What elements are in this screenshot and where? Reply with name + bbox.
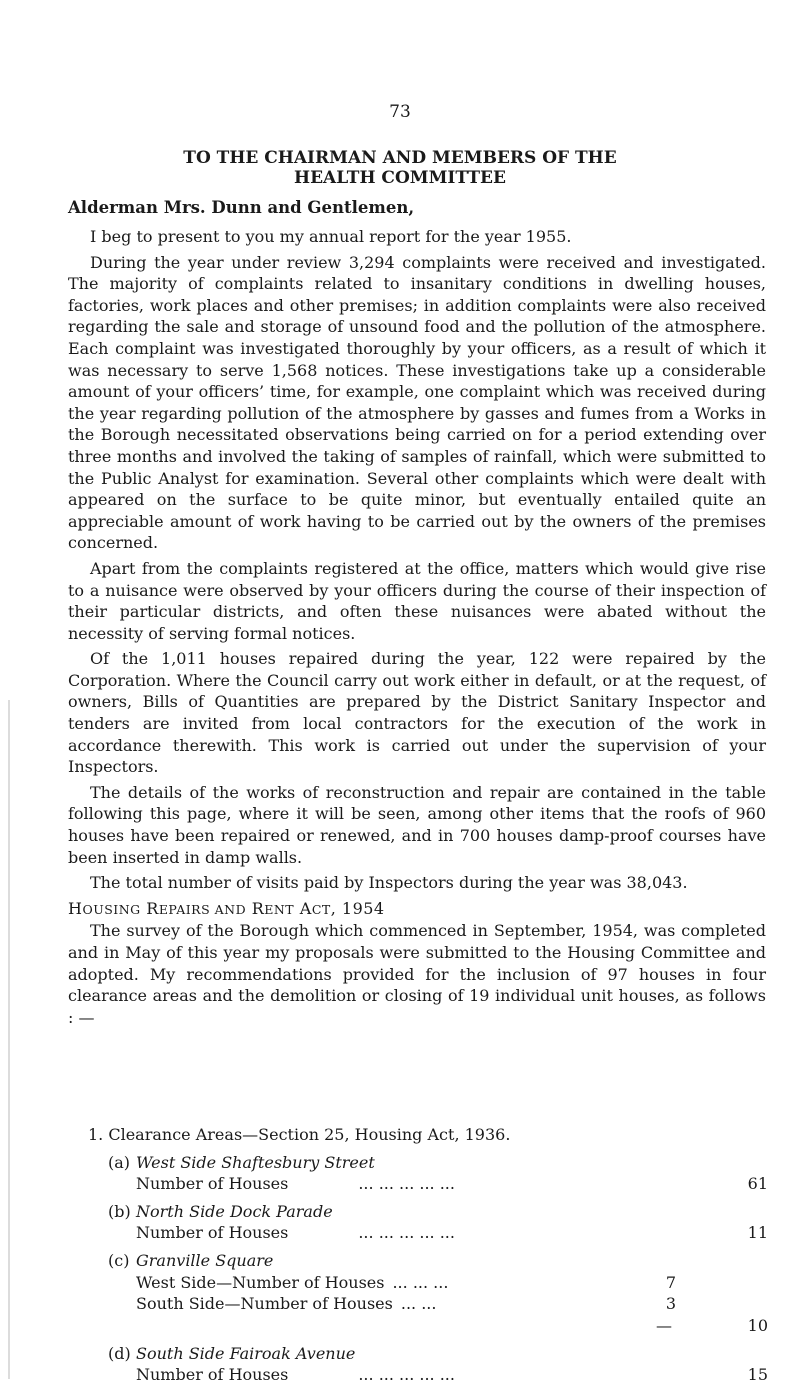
list-heading: 1. Clearance Areas—Section 25, Housing Act, 1936.: [88, 1125, 511, 1144]
item-value: 61: [747, 1174, 768, 1194]
section-heading: HOUSING REPAIRS AND RENT ACT, 1954: [68, 898, 385, 918]
list-item: [108, 1250, 768, 1337]
list-item: [108, 1201, 768, 1244]
item-row-label: West Side—Number of Houses: [136, 1272, 385, 1292]
paragraph: The survey of the Borough which commenced in September, 1954, was completed and in May of this year my proposals were submitted to the Housing Committee and adopted. My recommendations provided for the inclusion of 97 houses in four clearance areas and the demolition or closing of 19 individual unit houses, as follows : —: [68, 921, 766, 1027]
item-value: 11: [747, 1223, 768, 1243]
item-row-label: Number of Houses: [136, 1223, 289, 1243]
item-value: 3: [665, 1294, 676, 1314]
title-line-1: TO THE CHAIRMAN AND MEMBERS OF THE: [183, 148, 617, 168]
page-number: 73: [389, 102, 411, 122]
item-row-label: Number of Houses: [136, 1174, 289, 1194]
list-item: [108, 1152, 768, 1195]
list-item: [108, 1343, 768, 1386]
item-letter: (d): [108, 1343, 131, 1363]
scan-margin-line: [8, 700, 10, 1379]
paragraph: The details of the works of reconstruction and repair are contained in the table following this page, where it will be seen, among other items that the roofs of 960 houses have been repaired or renewed, and in 700 houses damp-proof courses have been inserted in damp walls.: [68, 782, 766, 867]
report-body: [68, 226, 766, 1032]
paragraph: The total number of visits paid by Inspectors during the year was 38,043.: [90, 873, 688, 893]
item-place: North Side Dock Parade: [136, 1201, 333, 1221]
item-letter: (a): [108, 1152, 131, 1172]
paragraph: During the year under review 3,294 complaints were received and investigated. The majority of complaints related to insanitary conditions in dwelling houses, factories, work places and other premises; in addition complaints were also received regarding the sale and storage of unsound food and the pollution of the atmosphere. Each complaint was investigated thoroughly by your officers, as a result of which it was necessary to serve 1,568 notices. These investigations take up a considerable amount of your officers’ time, for example, one complaint which was received during the year regarding pollution of the atmosphere by gasses and fumes from a Works in the Borough necessitated observations being carried on for a period extending over three months and involved the taking of samples of rainfall, which were submitted to the Public Analyst for examination. Several other complaints which were dealt with appeared on the surface to be quite minor, but eventually entailed quite an appreciable amount of work having to be carried out by the owners of the premises concerned.: [68, 252, 766, 553]
item-place: South Side Fairoak Avenue: [136, 1343, 356, 1363]
item-letter: (c): [108, 1250, 130, 1270]
leader-dots: ... ... ...: [392, 1272, 449, 1292]
leader-dots: ... ...: [400, 1294, 437, 1314]
item-place: Granville Square: [136, 1250, 274, 1270]
item-letter: (b): [108, 1201, 131, 1221]
item-place: West Side Shaftesbury Street: [136, 1152, 375, 1172]
paragraph: I beg to present to you my annual report for the year 1955.: [90, 227, 572, 246]
title-line-2: HEALTH COMMITTEE: [294, 168, 506, 188]
leader-dots: ... ... ... ... ...: [358, 1223, 455, 1243]
item-row-label: South Side—Number of Houses: [136, 1294, 393, 1314]
item-value: 7: [665, 1272, 676, 1292]
salutation: Alderman Mrs. Dunn and Gentlemen,: [68, 198, 415, 217]
item-value: 15: [747, 1365, 768, 1385]
leader-dots: ... ... ... ... ...: [358, 1174, 455, 1194]
clearance-areas-list: [68, 1124, 768, 1392]
sum-dash: —: [656, 1315, 672, 1335]
item-total: 10: [747, 1315, 768, 1335]
paragraph: Apart from the complaints registered at the office, matters which would give rise to a nuisance were observed by your officers during the course of their inspection of their particular districts, and often these nuisances were abated without the necessity of serving formal notices.: [68, 558, 766, 643]
leader-dots: ... ... ... ... ...: [358, 1365, 455, 1385]
paragraph: Of the 1,011 houses repaired during the year, 122 were repaired by the Corporation. Where the Council carry out work either in default, or at the request, of owners, Bills of Quantities are prepared by the District Sanitary Inspector and tenders are invited from local contractors for the execution of the work in accordance therewith. This work is carried out under the supervision of your Inspectors.: [68, 649, 766, 777]
item-row-label: Number of Houses: [136, 1365, 289, 1385]
page-title: [60, 148, 740, 188]
